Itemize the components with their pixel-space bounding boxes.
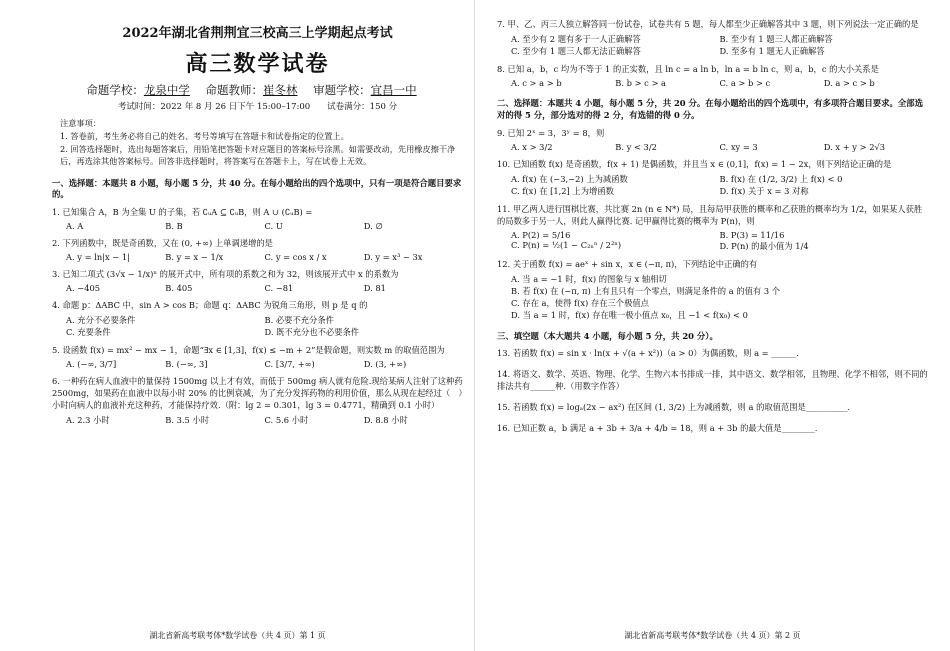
question-stem: 15. 若函数 f(x) = logₐ(2x − ax²) 在区间 (1, 3/2) 上为减函数，则 a 的取值范围是__________. — [497, 402, 850, 413]
question-options — [511, 142, 928, 152]
option-item: B. P(3) = 11/16 — [719, 229, 785, 240]
option-item: C. −81 — [264, 283, 294, 294]
option-item: D. x + y > 2√3 — [823, 141, 886, 152]
option-item: D. (3, +∞) — [363, 359, 407, 370]
option-item: B. b > c > a — [615, 78, 666, 89]
notes-block — [60, 118, 463, 168]
option-item: D. 既不充分也不必要条件 — [264, 327, 360, 338]
page-footer-1: 湖北省新高考联考体*数学试卷（共 4 页）第 1 页 — [149, 631, 326, 640]
right-questions — [497, 18, 928, 434]
option-item: B. (−∞, 3] — [165, 359, 208, 370]
question-options — [511, 78, 928, 88]
option-item: D. ∅ — [363, 221, 383, 232]
option-item: B. y < 3/2 — [615, 141, 657, 152]
option-item: B. 若 f(x) 在 (−π, π) 上有且只有一个零点，则满足条件的 a 的值有 3 个 — [511, 285, 781, 296]
option-item: C. xy = 3 — [719, 141, 758, 152]
question-stem: 11. 甲乙两人进行围棋比赛，共比赛 2n (n ∈ N*) 局，且每局甲获胜的概率和乙获胜的概率均为 1/2，如果某人获胜的局数多于另一人，则此人赢得比赛. 记甲赢得比赛的概率为 P(n)，则 — [497, 203, 923, 226]
page-footer-2: 湖北省新高考联考体*数学试卷（共 4 页）第 2 页 — [624, 631, 801, 640]
option-item: A. A — [66, 221, 84, 232]
question-options — [511, 230, 928, 252]
option-item: B. y = x − 1/x — [165, 252, 224, 263]
review-label: 审题学校： — [313, 83, 371, 97]
option-item: D. 至多有 1 题无人正确解答 — [719, 46, 825, 57]
section-heading: 三、填空题（本大题共 4 小题，每小题 5 分，共 20 分）。 — [497, 330, 718, 341]
option-item: C. f(x) 在 [1,2] 上为增函数 — [511, 185, 614, 196]
option-item: D. P(n) 的最小值为 1/4 — [719, 240, 809, 251]
note-item: 2. 回答选择题时，选出每题答案后，用铅笔把答题卡对应题目的答案标号涂黑。如需要改动，先用橡皮擦干净后，再选涂其他答案标号。回答非选择题时，将答案写在答题卡上，写在试卷上无效。 — [60, 143, 456, 166]
exam-time-line: 考试时间：2022 年 8 月 26 日下午 15:00–17:00 试卷满分：150 分 — [117, 102, 398, 112]
option-item: D. 81 — [363, 283, 386, 294]
option-item: B. 必要不充分条件 — [264, 315, 334, 326]
question-options — [66, 359, 463, 369]
option-item: A. 2.3 小时 — [66, 415, 110, 426]
author-line — [52, 82, 463, 98]
option-item: C. 5.6 小时 — [264, 415, 309, 426]
question-stem: 8. 已知 a，b，c 均为不等于 1 的正实数，且 ln c = a ln b，ln a = b ln c，则 a，b，c 的大小关系是 — [497, 64, 879, 75]
section-heading: 二、选择题：本题共 4 小题，每小题 5 分，共 20 分。在每小题给出的四个选项中，有多项符合题目要求。全部选对的得 5 分，部分选对的得 2 分，有选错的得 0 分。 — [497, 98, 924, 120]
option-item: D. a > c > b — [823, 78, 875, 89]
option-item: C. 存在 a，使得 f(x) 存在三个极值点 — [511, 297, 649, 308]
teacher-label: 命题教师： — [205, 83, 263, 97]
option-item: A. P(2) = 5/16 — [511, 229, 571, 240]
question-options — [66, 283, 463, 293]
option-item: C. y = cos x / x — [264, 252, 327, 263]
option-item: C. U — [264, 221, 283, 232]
exam-page-right — [475, 0, 950, 651]
option-item: C. P(n) = ½(1 − C₂ₙⁿ / 2²ⁿ) — [511, 239, 622, 250]
question-stem: 9. 已知 2ˣ = 3，3ʸ = 8，则 — [497, 127, 605, 138]
question-stem: 1. 已知集合 A，B 为全集 U 的子集，若 ∁ᵤA ⊆ ∁ᵤB，则 A ∪ (∁ᵤB) = — [52, 207, 313, 218]
option-item: B. f(x) 在 (1/2, 3/2) 上 f(x) < 0 — [719, 173, 843, 184]
question-options — [66, 314, 463, 338]
school-label: 命题学校： — [86, 83, 144, 97]
question-stem: 13. 若函数 f(x) = sin x · ln(x + √(a + x²))（a > 0）为偶函数，则 a = ______. — [497, 348, 799, 359]
option-item: B. 至少有 1 题三人都正确解答 — [719, 34, 833, 45]
notes-heading: 注意事项： — [60, 118, 101, 128]
option-item: B. 3.5 小时 — [165, 415, 210, 426]
option-item: D. y = x³ − 3x — [363, 252, 423, 263]
question-options — [511, 173, 928, 197]
review-value: 宜昌一中 — [370, 83, 417, 97]
question-stem: 16. 已知正数 a，b 满足 a + 3b + 3/a + 4/b = 18，则 a + 3b 的最大值是________. — [497, 423, 818, 434]
option-item: A. 当 a = −1 时，f(x) 的图象与 x 轴相切 — [511, 273, 667, 284]
school-value: 龙泉中学 — [143, 83, 190, 97]
option-item: C. 充要条件 — [66, 327, 111, 338]
option-item: D. 8.8 小时 — [363, 415, 408, 426]
question-options — [66, 414, 463, 426]
teacher-value: 崔冬林 — [263, 83, 298, 97]
question-stem: 3. 已知二项式 (3√x − 1/x)ⁿ 的展开式中，所有项的系数之和为 32，则该展开式中 x 的系数为 — [52, 269, 399, 280]
note-item: 1. 答卷前，考生务必将自己的姓名、考号等填写在答题卡和试卷指定的位置上。 — [60, 130, 349, 141]
option-item: A. 至少有 2 题有多于一人正确解答 — [511, 34, 641, 45]
question-stem: 6. 一种药在病人血液中的量保持 1500mg 以上才有效，而低于 500mg 病人就有危险.现给某病人注射了这种药 2500mg，如果药在血液中以每小时 20% 的比例衰减，为了充分发挥药物的利用价值，那么从现在起经过（ ）小时向病人的血液补充这种药，才能保持疗效.（附：lg 2 = 0.301，lg 3 = 0.4771，精确到 0.1 小时） — [52, 376, 463, 411]
option-item: B. 405 — [165, 283, 193, 294]
question-options — [511, 273, 928, 321]
option-item: A. c > a > b — [511, 78, 562, 89]
option-item: D. f(x) 关于 x = 3 对称 — [719, 185, 809, 196]
question-stem: 2. 下列函数中，既是奇函数，又在 (0, +∞) 上单调递增的是 — [52, 238, 273, 249]
option-item: A. x > 3/2 — [511, 141, 553, 152]
option-item: A. (−∞, 3/7] — [66, 359, 117, 370]
question-stem: 7. 甲、乙、丙三人独立解答同一份试卷，试卷共有 5 题，每人都至少正确解答其中 3 题，则下列说法一定正确的是 — [497, 19, 919, 29]
option-item: A. −405 — [66, 283, 101, 294]
option-item: A. 充分不必要条件 — [66, 315, 136, 326]
question-stem: 4. 命题 p：ΔABC 中，sin A > cos B；命题 q：ΔABC 为锐角三角形，则 p 是 q 的 — [52, 300, 368, 311]
question-stem: 10. 已知函数 f(x) 是奇函数，f(x + 1) 是偶函数，并且当 x ∈ (0,1]，f(x) = 1 − 2x，则下列结论正确的是 — [497, 158, 892, 169]
subject-title: 高三数学试卷 — [185, 51, 330, 77]
option-item: D. 当 a = 1 时，f(x) 存在唯一极小值点 x₀，且 −1 < f(x₀) < 0 — [511, 309, 748, 320]
section-heading: 一、选择题：本题共 8 小题，每小题 5 分，共 40 分。在每小题给出的四个选项中，只有一项是符合题目要求的。 — [52, 177, 462, 200]
question-stem: 12. 关于函数 f(x) = aeˣ + sin x，x ∈ (−π, π)，下列结论中正确的有 — [497, 258, 758, 269]
option-item: C. [3/7, +∞) — [264, 359, 315, 370]
question-options — [66, 252, 463, 262]
option-item: C. a > b > c — [719, 78, 771, 89]
option-item: A. y = ln|x − 1| — [66, 252, 130, 263]
question-stem: 14. 将语文、数学、英语、物理、化学、生物六本书排成一排，其中语文、数学相邻，且物理、化学不相邻，则不同的排法共有______种.（用数字作答） — [497, 369, 928, 392]
question-options — [66, 221, 463, 231]
option-item: C. 至少有 1 题三人都无法正确解答 — [511, 46, 641, 57]
left-questions — [52, 178, 463, 427]
question-options — [511, 33, 928, 57]
question-stem: 5. 设函数 f(x) = mx² − mx − 1，命题“∃x ∈ [1,3]，f(x) ≤ −m + 2”是假命题，则实数 m 的取值范围为 — [52, 345, 445, 356]
option-item: A. f(x) 在 (−3,−2) 上为减函数 — [511, 173, 628, 184]
option-item: B. B — [165, 221, 183, 232]
exam-title: 2022年湖北省荆荆宜三校高三上学期起点考试 — [122, 26, 393, 41]
